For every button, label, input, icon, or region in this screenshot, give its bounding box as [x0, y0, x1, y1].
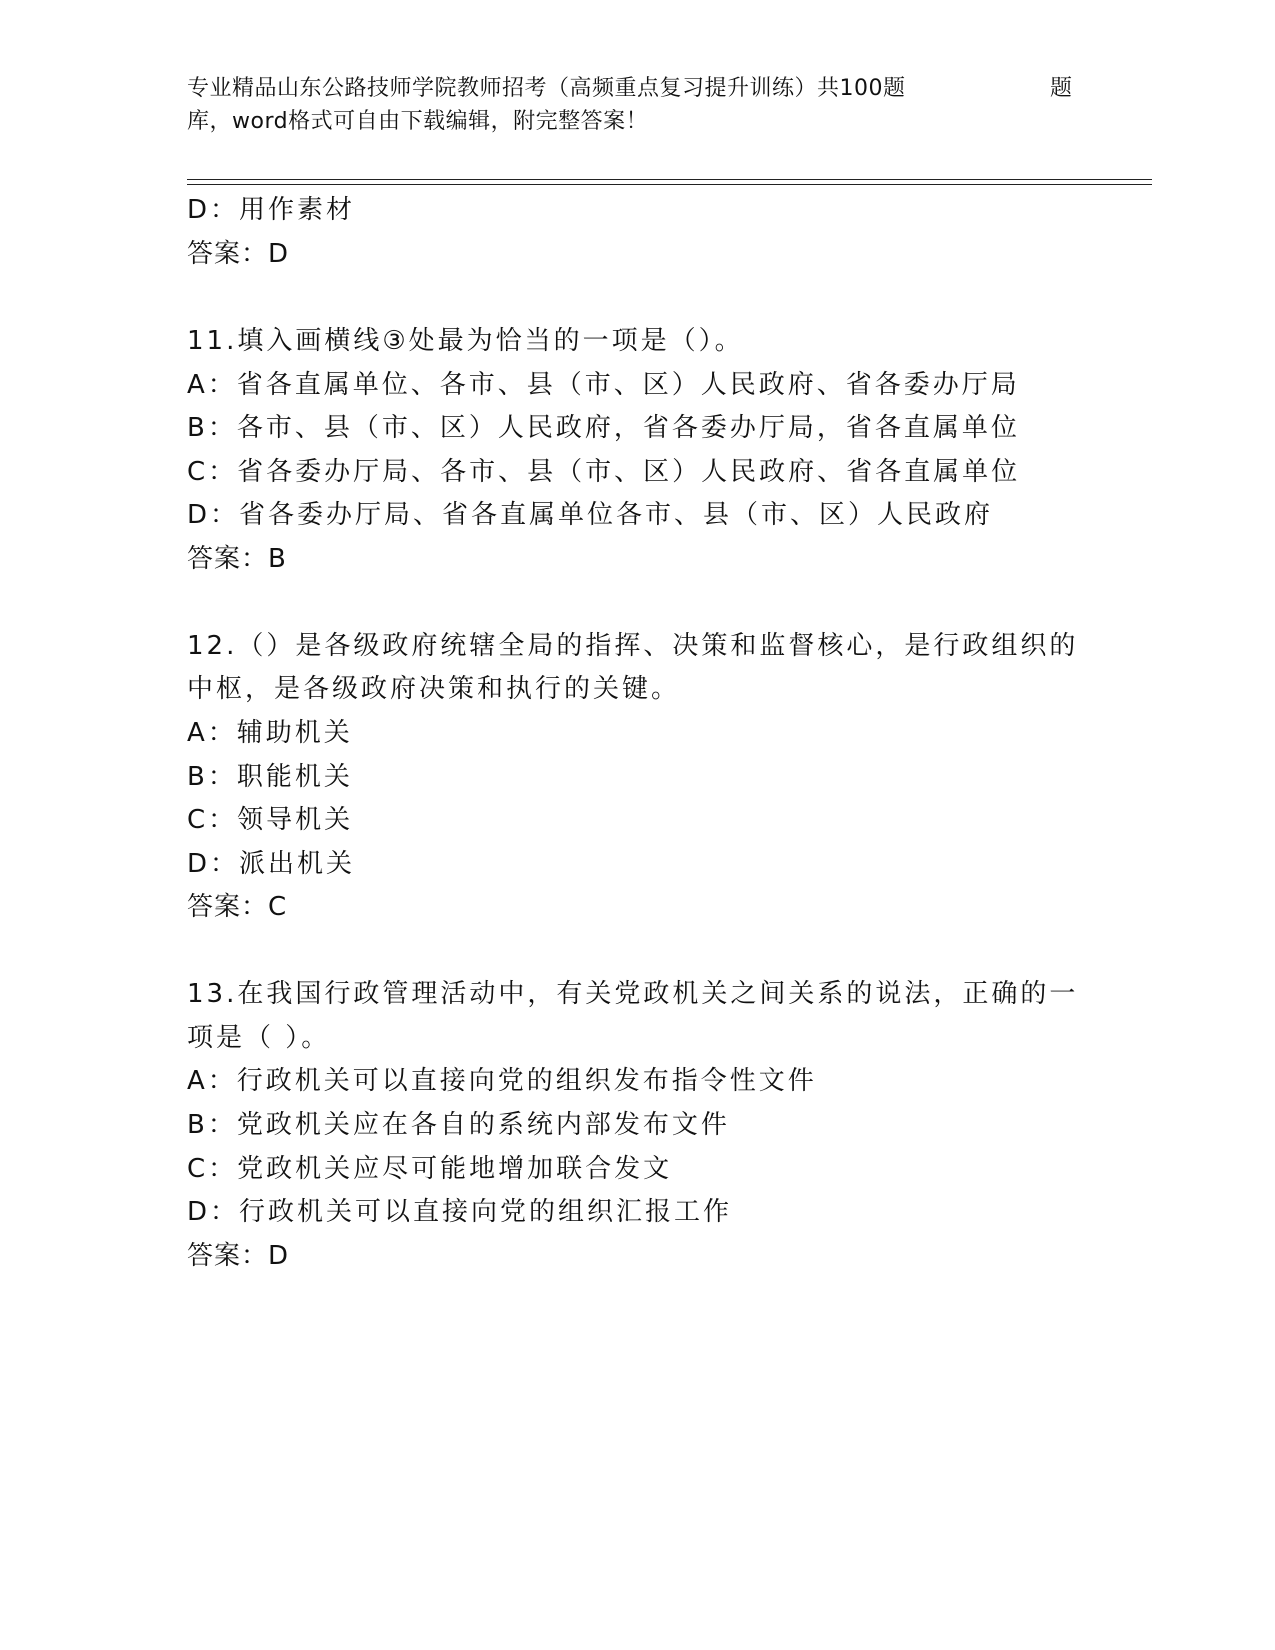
question-12-option-a: A：辅助机关: [187, 718, 353, 748]
header-divider-bottom: [187, 184, 1152, 185]
question-12-option-c: C：领导机关: [187, 805, 354, 835]
question-13-option-a: A：行政机关可以直接向党的组织发布指令性文件: [187, 1066, 817, 1096]
header-line-1: [187, 72, 1087, 105]
question-13-option-b: B：党政机关应在各自的系统内部发布文件: [187, 1110, 730, 1140]
question-11-answer: 答案：B: [187, 544, 287, 574]
carry-over-option-d: D：用作素材: [187, 195, 356, 225]
question-13-option-d: D：行政机关可以直接向党的组织汇报工作: [187, 1197, 733, 1227]
question-11-option-a: A：省各直属单位、各市、县（市、区）人民政府、省各委办厅局: [187, 370, 1020, 400]
question-13-stem-line-1: 13.在我国行政管理活动中，有关党政机关之间关系的说法，正确的一: [187, 979, 1079, 1009]
question-11-option-c: C：省各委办厅局、各市、县（市、区）人民政府、省各直属单位: [187, 457, 1021, 487]
question-12-option-b: B：职能机关: [187, 762, 353, 792]
header-title: 专业精品山东公路技师学院教师招考（高频重点复习提升训练）共100题: [187, 76, 906, 101]
question-11-stem: 11.填入画横线③处最为恰当的一项是（）。: [187, 326, 744, 356]
question-12-option-d: D：派出机关: [187, 849, 356, 879]
question-11-option-d: D：省各委办厅局、省各直属单位各市、县（市、区）人民政府: [187, 500, 994, 530]
document-header: [187, 72, 1087, 138]
header-line-2: 库，word格式可自由下载编辑，附完整答案！: [187, 109, 649, 134]
question-12-answer: 答案：C: [187, 892, 288, 922]
question-13-stem-line-2: 项是（ ）。: [187, 1023, 331, 1053]
header-divider-top: [187, 179, 1152, 180]
question-13-option-c: C：党政机关应尽可能地增加联合发文: [187, 1154, 673, 1184]
question-12-stem-line-2: 中枢，是各级政府决策和执行的关键。: [187, 674, 681, 704]
header-title-tail: 题: [1050, 76, 1073, 101]
question-13-answer: 答案：D: [187, 1241, 290, 1271]
question-11-option-b: B：各市、县（市、区）人民政府，省各委办厅局，省各直属单位: [187, 413, 1020, 443]
carry-over-answer: 答案：D: [187, 239, 290, 269]
question-12-stem-line-1: 12.（）是各级政府统辖全局的指挥、决策和监督核心，是行政组织的: [187, 631, 1079, 661]
